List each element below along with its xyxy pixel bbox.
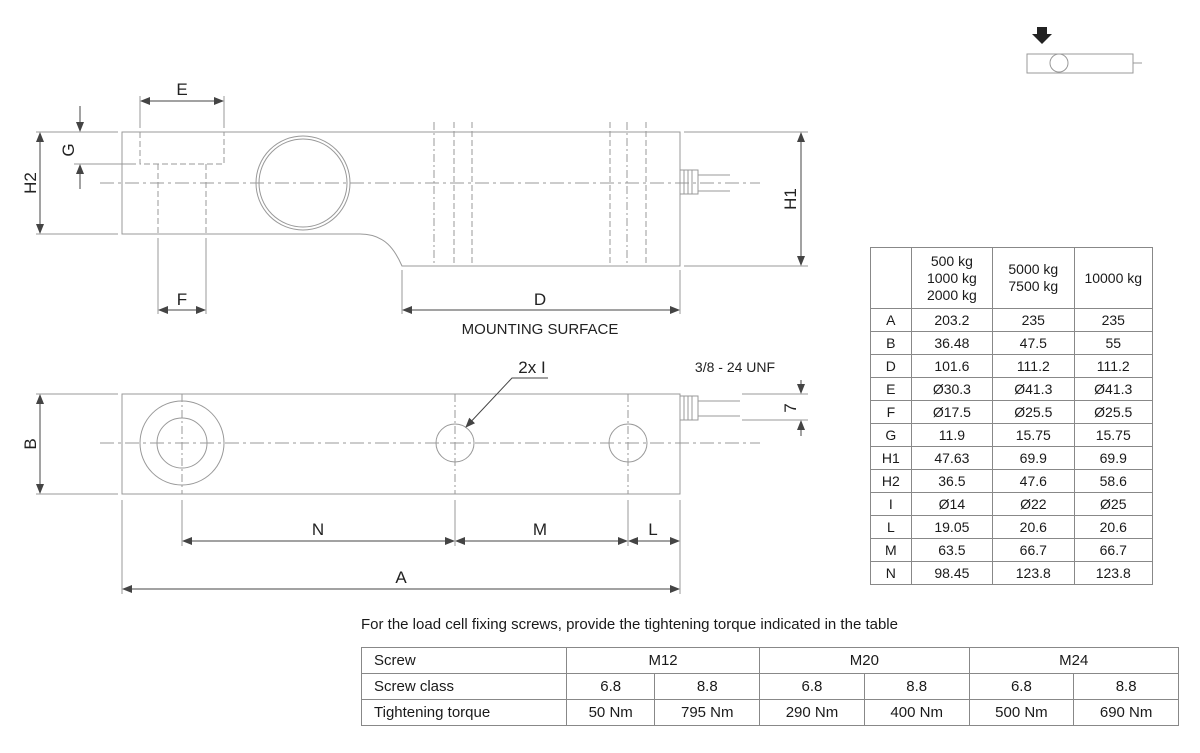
- label-N: N: [311, 520, 325, 539]
- value-cell: 66.7: [993, 539, 1074, 562]
- value-cell: 98.45: [911, 562, 992, 585]
- torque-note: For the load cell fixing screws, provide the tightening torque indicated in the table: [361, 616, 898, 633]
- value-cell: 19.05: [911, 516, 992, 539]
- value-cell: Ø30.3: [911, 378, 992, 401]
- header-capacity-2: [993, 248, 1074, 309]
- value-cell: 203.2: [911, 309, 992, 332]
- label-F: F: [176, 290, 188, 309]
- dimension-row-f: [871, 401, 1153, 424]
- value-cell: 235: [1074, 309, 1153, 332]
- dimension-row-m: [871, 539, 1153, 562]
- dimension-row-n: [871, 562, 1153, 585]
- value-cell: 15.75: [993, 424, 1074, 447]
- value-cell: Ø14: [911, 493, 992, 516]
- value-cell: Ø22: [993, 493, 1074, 516]
- value-cell: Ø25.5: [993, 401, 1074, 424]
- value-cell: 20.6: [1074, 516, 1153, 539]
- torque-row-screw: [362, 648, 1179, 674]
- row-label: Screw class: [362, 674, 567, 700]
- dimension-name-cell: E: [871, 378, 912, 401]
- header-line: 500 kg: [930, 252, 973, 269]
- dimension-name-cell: I: [871, 493, 912, 516]
- value-cell: Ø17.5: [911, 401, 992, 424]
- value-cell: 111.2: [993, 355, 1074, 378]
- dimension-row-h1: [871, 447, 1153, 470]
- header-capacity-3: [1074, 248, 1153, 309]
- header-line: 7500 kg: [1008, 278, 1059, 294]
- header-capacity-1: [911, 248, 992, 309]
- dimension-row-d: [871, 355, 1153, 378]
- label-A: A: [395, 568, 407, 587]
- label-H2: H2: [21, 172, 40, 194]
- load-cell-miniature-icon: [1027, 54, 1142, 73]
- dimension-row-a: [871, 309, 1153, 332]
- dimension-name-cell: H2: [871, 470, 912, 493]
- value-cell: 66.7: [1074, 539, 1153, 562]
- down-arrow-icon: [1032, 27, 1052, 44]
- torque-table: [361, 647, 1179, 726]
- value-cell: Ø25.5: [1074, 401, 1153, 424]
- class-cell: 8.8: [1074, 674, 1179, 700]
- value-cell: 15.75: [1074, 424, 1153, 447]
- dimension-table: [870, 247, 1153, 585]
- label-H1: H1: [781, 188, 800, 210]
- dimension-name-cell: D: [871, 355, 912, 378]
- dimension-row-i: [871, 493, 1153, 516]
- dimension-name-cell: M: [871, 539, 912, 562]
- value-cell: Ø25: [1074, 493, 1153, 516]
- screw-cell: M20: [760, 648, 969, 674]
- value-cell: Ø41.3: [993, 378, 1074, 401]
- dimension-row-b: [871, 332, 1153, 355]
- value-cell: 123.8: [1074, 562, 1153, 585]
- header-line: 1000 kg: [926, 269, 977, 286]
- value-cell: 111.2: [1074, 355, 1153, 378]
- dimension-name-cell: L: [871, 516, 912, 539]
- dimension-name-cell: A: [871, 309, 912, 332]
- torque-cell: 690 Nm: [1074, 700, 1179, 726]
- class-cell: 6.8: [760, 674, 865, 700]
- value-cell: 69.9: [993, 447, 1074, 470]
- torque-cell: 400 Nm: [864, 700, 969, 726]
- value-cell: 63.5: [911, 539, 992, 562]
- dimension-name-cell: F: [871, 401, 912, 424]
- side-view: [36, 96, 808, 314]
- label-L: L: [648, 520, 658, 539]
- header-line: 10000 kg: [1084, 269, 1143, 286]
- mounting-surface-label: MOUNTING SURFACE: [461, 321, 619, 338]
- dimension-table-header: [871, 248, 1153, 309]
- value-cell: 36.48: [911, 332, 992, 355]
- dimension-row-e: [871, 378, 1153, 401]
- value-cell: 123.8: [993, 562, 1074, 585]
- top-view-dimensions: [40, 378, 801, 589]
- label-G: G: [59, 143, 78, 157]
- dimension-name-cell: G: [871, 424, 912, 447]
- label-7: 7: [781, 403, 800, 413]
- value-cell: 36.5: [911, 470, 992, 493]
- value-cell: 47.5: [993, 332, 1074, 355]
- value-cell: 20.6: [993, 516, 1074, 539]
- class-cell: 6.8: [567, 674, 655, 700]
- value-cell: 11.9: [911, 424, 992, 447]
- value-cell: 55: [1074, 332, 1153, 355]
- value-cell: 235: [993, 309, 1074, 332]
- torque-cell: 500 Nm: [969, 700, 1074, 726]
- class-cell: 8.8: [655, 674, 760, 700]
- torque-row-class: [362, 674, 1179, 700]
- label-D: D: [533, 290, 547, 309]
- dimension-row-l: [871, 516, 1153, 539]
- torque-row-torque: [362, 700, 1179, 726]
- label-2x-I: 2x I: [518, 358, 546, 377]
- row-label: Screw: [362, 648, 567, 674]
- dimension-row-g: [871, 424, 1153, 447]
- dimension-row-h2: [871, 470, 1153, 493]
- value-cell: Ø41.3: [1074, 378, 1153, 401]
- label-B: B: [21, 438, 40, 450]
- row-label: Tightening torque: [362, 700, 567, 726]
- header-line: 2000 kg: [926, 286, 977, 303]
- header-blank-cell: [871, 248, 912, 309]
- torque-cell: 795 Nm: [655, 700, 760, 726]
- value-cell: 58.6: [1074, 470, 1153, 493]
- screw-cell: M24: [969, 648, 1178, 674]
- dimension-name-cell: H1: [871, 447, 912, 470]
- class-cell: 8.8: [864, 674, 969, 700]
- thread-label: 3/8 - 24 UNF: [694, 359, 776, 375]
- torque-cell: 290 Nm: [760, 700, 865, 726]
- value-cell: 47.63: [911, 447, 992, 470]
- value-cell: 101.6: [911, 355, 992, 378]
- label-E: E: [176, 80, 188, 99]
- dimension-name-cell: N: [871, 562, 912, 585]
- screw-cell: M12: [567, 648, 760, 674]
- value-cell: 69.9: [1074, 447, 1153, 470]
- dimension-name-cell: B: [871, 332, 912, 355]
- torque-cell: 50 Nm: [567, 700, 655, 726]
- top-view: [36, 394, 808, 594]
- label-M: M: [532, 520, 548, 539]
- value-cell: 47.6: [993, 470, 1074, 493]
- header-line: 5000 kg: [1008, 261, 1059, 277]
- class-cell: 6.8: [969, 674, 1074, 700]
